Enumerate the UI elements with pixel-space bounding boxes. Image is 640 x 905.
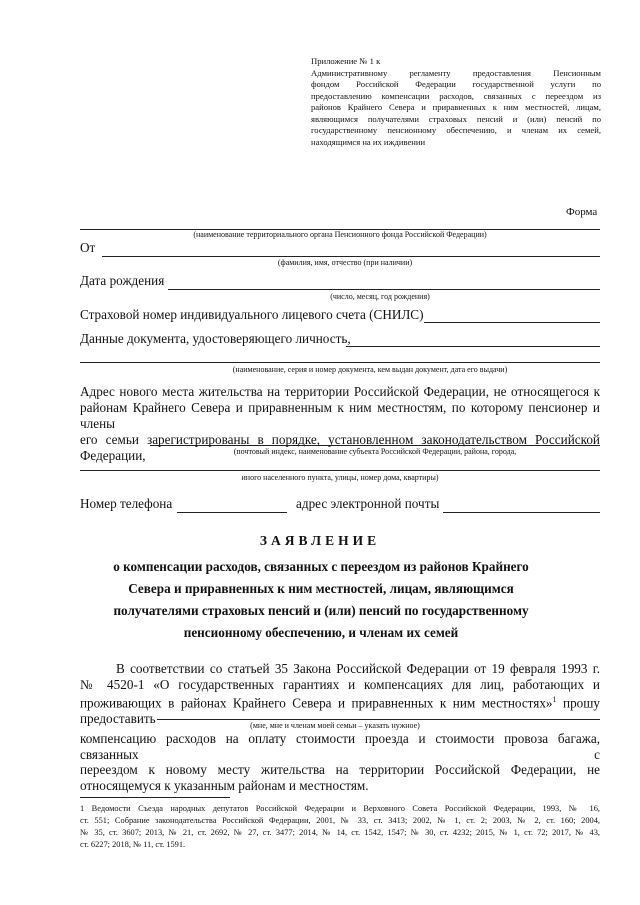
annex-line: районов Крайнего Севера и приравненных к ним местностей, лицам, — [311, 102, 601, 112]
footnote-line: ст. 551; Собрание законодательства Российской Федерации, 2001, № 33, ст. 3413; 2002, № 1, ст. 2; 2003, № 2, ст. 160; 2004, — [80, 816, 600, 825]
phone-field[interactable] — [177, 512, 287, 513]
full-name-field[interactable] — [102, 256, 600, 257]
footnote-line: № 35, ст. 3607; 2013, № 21, ст. 2692, № 27, ст. 3477; 2014, № 14, ст. 1542, 1547; № 30, ст. 4232; 2015, № 1, ст. 72; 2017, № 43, — [80, 828, 600, 837]
snils-field[interactable] — [424, 322, 600, 323]
locality-caption: иного населенного пункта, улицы, номер дома, квартиры) — [241, 473, 439, 482]
address-line: Адрес нового места жительства на территории Российской Федерации, не относящегося к — [80, 384, 600, 399]
body-line: В соответствии со статьей 35 Закона Российской Федерации от 19 февраля 1993 г. — [116, 661, 600, 676]
annex-heading: Приложение № 1 к — [311, 56, 381, 66]
document-title: ЗАЯВЛЕНИЕ — [259, 533, 381, 548]
application-body — [80, 661, 600, 727]
address-field-line2[interactable] — [80, 470, 600, 471]
document-subtitle — [80, 556, 562, 644]
snils-label: Страховой номер индивидуального лицевого счета (СНИЛС) — [80, 307, 424, 322]
annex-line: предоставлению компенсации расходов, связанных с переездом из — [311, 90, 601, 101]
footnote-separator — [80, 797, 230, 798]
recipients-field[interactable] — [157, 719, 600, 720]
birth-date-caption: (число, месяц, год рождения) — [330, 292, 430, 301]
annex-line: находящимся на их иждивении — [311, 136, 426, 147]
body-line: переездом к новому месту жительства на территории Российской Федерации, не — [80, 762, 600, 778]
id-document-caption: (наименование, серия и номер документа, кем выдан документ, дата его выдачи) — [232, 365, 508, 374]
subtitle-line: Севера и приравненных к ним местностей, лицам, являющимся — [128, 581, 514, 596]
birth-date-label: Дата рождения — [80, 273, 165, 288]
subtitle-line: получателями страховых пенсий и (или) пенсий по государственному — [113, 603, 529, 618]
address-line: Федерации, — [80, 448, 146, 463]
address-field[interactable] — [150, 445, 600, 446]
id-document-label: Данные документа, удостоверяющего личность, — [80, 331, 351, 346]
form-label: Форма — [566, 206, 598, 218]
application-body-continued — [80, 731, 600, 793]
body-line: № 4520-1 «О государственных гарантиях и компенсациях для лиц, работающих и — [80, 676, 600, 692]
address-line: районам Крайнего Севера и приравненным к ним местностям, по которому пенсионер и члены — [80, 400, 600, 431]
phone-label: Номер телефона — [80, 496, 173, 511]
body-line: относящемуся к указанным районам и местностям. — [80, 777, 369, 793]
body-line: компенсацию расходов на оплату стоимости проезда и стоимости провоза багажа, связанных с — [80, 731, 600, 762]
subtitle-line: о компенсации расходов, связанных с переездом из районов Крайнего — [113, 559, 529, 574]
footnote-line: ст. 6227; 2018, № 11, ст. 1591. — [80, 840, 186, 849]
body-line — [80, 692, 600, 711]
email-field[interactable] — [443, 512, 600, 513]
annex-line: фондом Российской Федерации государственной услуги по — [311, 79, 601, 89]
subtitle-line: пенсионному обеспечению, и членам их семей — [183, 625, 459, 640]
annex-line: государственному пенсионному обеспечению, и членам их семей, — [311, 125, 601, 135]
territorial-body-caption: (наименование территориального органа Пенсионного фонда Российской Федерации) — [193, 230, 487, 239]
address-line: его семьи зарегистрированы в порядке, установленном законодательством Российской — [80, 432, 600, 447]
annex-line: Административному регламенту предоставления Пенсионным — [311, 67, 601, 78]
full-name-caption: (фамилия, имя, отчество (при наличии) — [277, 258, 413, 267]
annex-line: являющимся получателями страховых пенсий и (или) пенсий по — [311, 113, 601, 124]
footnote-mark: 1 — [552, 695, 557, 705]
id-document-field-line2[interactable] — [80, 362, 600, 363]
postal-caption: (почтовый индекс, наименование субъекта Российской Федерации, района, города, — [233, 447, 517, 456]
provide-label: предоставить — [80, 711, 156, 727]
body-line-text: проживающих в районах Крайнего Севера и приравненных к ним местностях» — [80, 695, 553, 711]
recipients-caption: (мне, мне и членам моей семьи – указать нужное) — [250, 721, 420, 730]
birth-date-field[interactable] — [168, 289, 600, 290]
footnote — [80, 803, 600, 851]
annex-header — [311, 56, 601, 148]
id-document-field[interactable] — [346, 346, 600, 347]
from-label: От — [80, 240, 96, 255]
email-label: адрес электронной почты — [296, 496, 440, 511]
body-line-end: прошу — [563, 695, 601, 711]
footnote-line: 1 Ведомости Съезда народных депутатов Российской Федерации и Верховного Совета Российской Федерации, 1993, № 16, — [80, 804, 600, 813]
